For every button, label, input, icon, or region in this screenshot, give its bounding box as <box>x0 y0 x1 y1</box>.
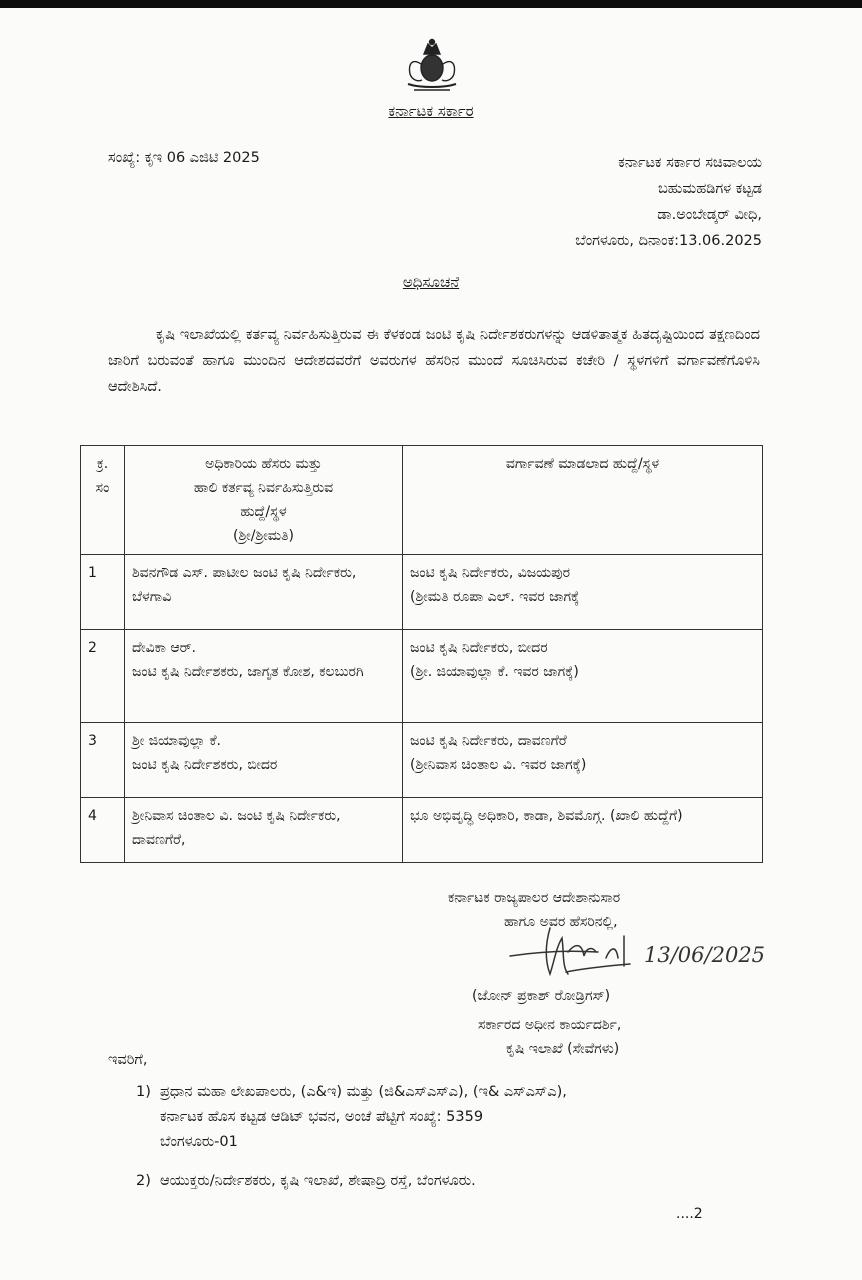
distribution-list <box>136 1080 776 1208</box>
col-serial-header: ಕ್ರ. ಸಂ <box>81 446 125 555</box>
transfer-table <box>80 445 763 863</box>
table-row <box>81 630 763 723</box>
table-header-row <box>81 446 763 555</box>
table-row <box>81 555 763 630</box>
notification-body: ಕೃಷಿ ಇಲಾಖೆಯಲ್ಲಿ ಕರ್ತವ್ಯ ನಿರ್ವಹಿಸುತ್ತಿರುವ ಈ ಕೆಳಕಂಡ ಜಂಟಿ ಕೃಷಿ ನಿರ್ದೇಶಕರುಗಳನ್ನು ಆಡಳಿತಾತ್ಮಕ ಹಿತದೃಷ್ಟಿಯಿಂದ ತಕ್ಷಣದಿಂದ ಜಾರಿಗೆ ಬರುವಂತೆ ಹಾಗೂ ಮುಂದಿನ ಆದೇಶದವರೆಗೆ ಅವರುಗಳ ಹೆಸರಿನ ಮುಂದೆ ಸೂಚಿಸಿರುವ ಕಚೇರಿ / ಸ್ಥಳಗಳಿಗೆ ವರ್ಗಾವಣೆಗೊಳಿಸಿ ಆದೇಶಿಸಿದೆ. <box>108 327 760 395</box>
list-item: 2) ಆಯುಕ್ತರು/ನಿರ್ದೇಶಕರು, ಕೃಷಿ ಇಲಾಖೆ, ಶೇಷಾದ್ರಿ ರಸ್ತೆ, ಬೆಂಗಳೂರು. <box>136 1173 476 1189</box>
handwritten-signature <box>506 922 776 984</box>
officer-cell: ಶಿವನಗೌಡ ಎಸ್. ಪಾಟೀಲ ಜಂಟಿ ಕೃಷಿ ನಿರ್ದೇಕರು, ಬೆಳಗಾವಿ <box>125 555 403 630</box>
officer-cell: ದೇವಿಕಾ ಆರ್. ಜಂಟಿ ಕೃಷಿ ನಿರ್ದೇಶಕರು, ಜಾಗೃತ ಕೋಶ, ಕಲಬುರಗಿ <box>125 630 403 723</box>
reference-number: ಸಂಖ್ಯೆ: ಕೃಇ 06 ಎಜಿಟಿ 2025 <box>108 150 260 166</box>
serial-cell: 3 <box>81 723 125 798</box>
posting-cell: ಜಂಟಿ ಕೃಷಿ ನಿರ್ದೇಕರು, ಬೀದರ (ಶ್ರೀ. ಜಿಯಾವುಲ್ಲಾ ಕೆ. ಇವರ ಜಾಗಕ್ಕೆ) <box>403 630 763 723</box>
address-line: ಡಾ.ಅಂಬೇಡ್ಕರ್ ವೀಧಿ, <box>657 207 762 223</box>
serial-cell: 4 <box>81 798 125 863</box>
officer-cell: ಶ್ರೀ ಜಿಯಾವುಲ್ಲಾ ಕೆ. ಜಂಟಿ ಕೃಷಿ ನಿರ್ದೇಶಕರು, ಬೀದರ <box>125 723 403 798</box>
page-continuation: ....2 <box>676 1206 703 1222</box>
signature-date: 13/06/2025 <box>644 943 766 967</box>
col-officer-header: ಅಧಿಕಾರಿಯ ಹೆಸರು ಮತ್ತು ಹಾಲಿ ಕರ್ತವ್ಯ ನಿರ್ವಹಿಸುತ್ತಿರುವ ಹುದ್ದೆ/ಸ್ಥಳ (ಶ್ರೀ/ಶ್ರೀಮತಿ) <box>125 446 403 555</box>
serial-cell: 1 <box>81 555 125 630</box>
list-item: 1) ಪ್ರಧಾನ ಮಹಾ ಲೇಖಪಾಲರು, (ಎ&ಇ) ಮತ್ತು (ಜಿ&ಎಸ್ಎಸ್ಎ), (ಇ& ಎಸ್ಎಸ್ಎ), ಕರ್ನಾಟಕ ಹೊಸ ಕಟ್ಟಡ ಆಡಿಟ್ ಭವನ, ಅಂಚೆ ಪೆಟ್ಟಿಗೆ ಸಂಖ್ಯೆ: 5359 ಬೆಂಗಳೂರು-01 <box>136 1084 567 1150</box>
office-address <box>500 150 762 254</box>
table-row <box>81 798 763 863</box>
scan-top-border <box>0 0 862 8</box>
posting-cell: ಜಂಟಿ ಕೃಷಿ ನಿರ್ದೇಕರು, ದಾವಣಗೆರೆ (ಶ್ರೀನಿವಾಸ ಚಿಂತಾಲ ವಿ. ಇವರ ಜಾಗಕ್ಕೆ) <box>403 723 763 798</box>
officer-designation: ಸರ್ಕಾರದ ಅಧೀನ ಕಾರ್ಯದರ್ಶಿ, ಕೃಷಿ ಇಲಾಖೆ (ಸೇವೆಗಳು) <box>478 1017 622 1057</box>
government-title: ಕರ್ನಾಟಕ ಸರ್ಕಾರ <box>388 102 474 120</box>
serial-cell: 2 <box>81 630 125 723</box>
officer-cell: ಶ್ರೀನಿವಾಸ ಚಿಂತಾಲ ವಿ. ಜಂಟಿ ಕೃಷಿ ನಿರ್ದೇಕರು, ದಾವಣಗೆರೆ, <box>125 798 403 863</box>
address-line: ಕರ್ನಾಟಕ ಸರ್ಕಾರ ಸಚಿವಾಲಯ <box>618 155 762 171</box>
posting-cell: ಭೂ ಅಭಿವೃದ್ಧಿ ಅಧಿಕಾರಿ, ಕಾಡಾ, ಶಿವಮೊಗ್ಗ. (ಖಾಲಿ ಹುದ್ದೆಗೆ) <box>403 798 763 863</box>
col-posting-header: ವರ್ಗಾವಣೆ ಮಾಡಲಾದ ಹುದ್ದೆ/ಸ್ಥಳ <box>403 446 763 555</box>
order-authority: ಕರ್ನಾಟಕ ರಾಜ್ಯಪಾಲರ ಆದೇಶಾನುಸಾರ ಹಾಗೂ ಅವರ ಹೆಸರಿನಲ್ಲಿ, <box>448 890 621 930</box>
table-row <box>81 723 763 798</box>
address-date-line: ಬೆಂಗಳೂರು, ದಿನಾಂಕ:13.06.2025 <box>575 233 762 249</box>
officer-name: (ಜೋನ್ ಪ್ರಕಾಶ್ ರೋಡ್ರಿಗಸ್) <box>472 988 611 1004</box>
address-line: ಬಹುಮಹಡಿಗಳ ಕಟ್ಟಡ <box>657 181 762 197</box>
notification-title: ಅಧಿಸೂಚನೆ <box>402 273 460 291</box>
distribution-label: ಇವರಿಗೆ, <box>108 1052 148 1068</box>
posting-cell: ಜಂಟಿ ಕೃಷಿ ನಿರ್ದೇಕರು, ವಿಜಯಪುರ (ಶ್ರೀಮತಿ ರೂಪಾ ಎಲ್. ಇವರ ಜಾಗಕ್ಕೆ <box>403 555 763 630</box>
state-emblem-icon <box>400 34 464 94</box>
